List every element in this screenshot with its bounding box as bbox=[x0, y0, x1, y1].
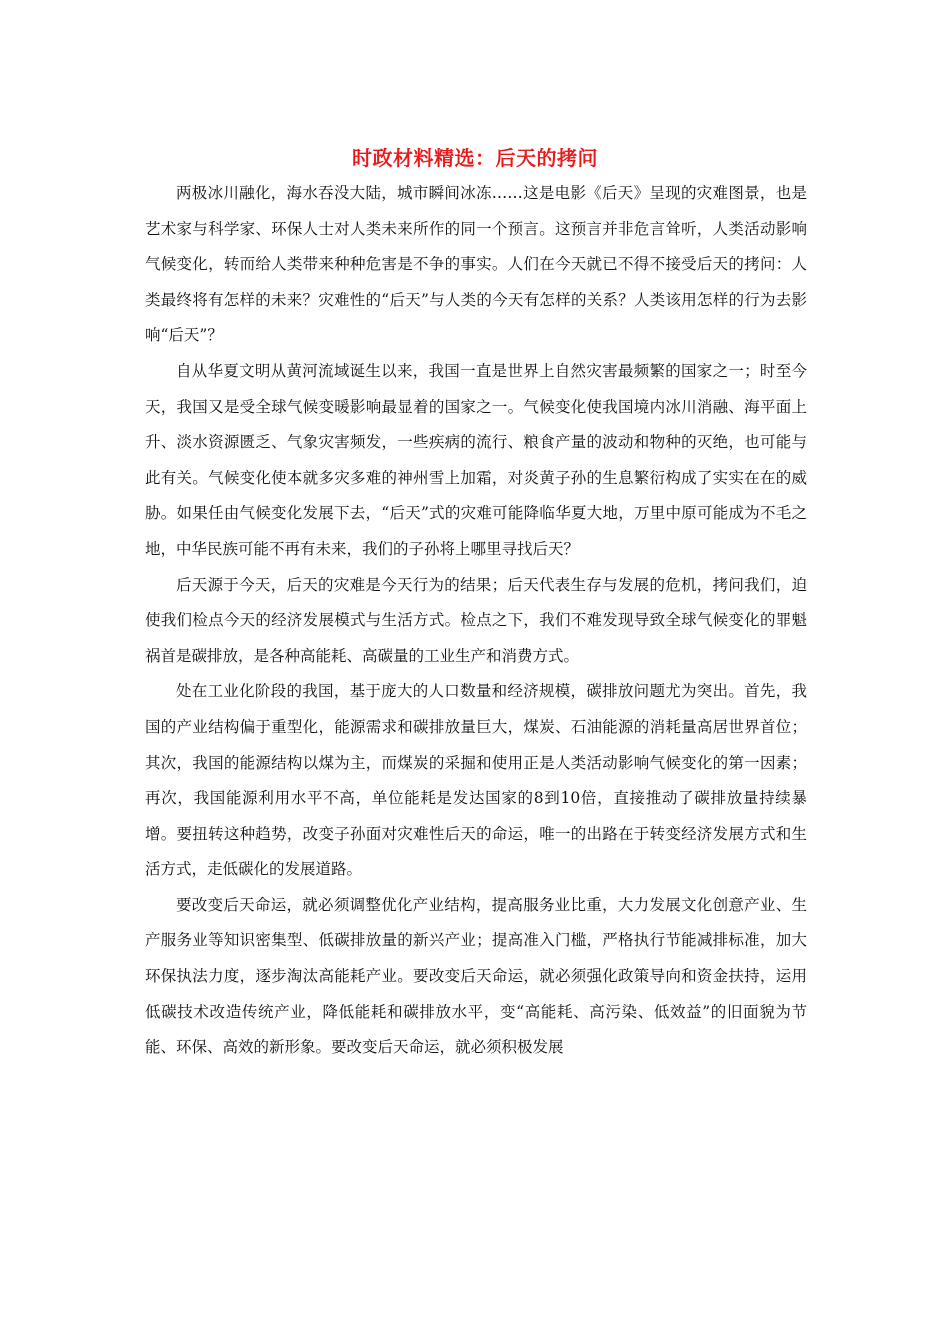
document-body bbox=[145, 176, 807, 1066]
document-title: 时政材料精选：后天的拷问 bbox=[352, 146, 598, 170]
paragraph-2: 自从华夏文明从黄河流域诞生以来，我国一直是世界上自然灾害最频繁的国家之一；时至今天，我国又是受全球气候变暖影响最显着的国家之一。气候变化使我国境内冰川消融、海平面上升、淡水资源匮乏、气象灾害频发，一些疾病的流行、粮食产量的波动和物种的灭绝，也可能与此有关。气候变化使本就多灾多难的神州雪上加霜，对炎黄子孙的生息繁衍构成了实实在在的威胁。如果任由气候变化发展下去，“后天”式的灾难可能降临华夏大地，万里中原可能成为不毛之地，中华民族可能不再有未来，我们的子孙将上哪里寻找后天？ bbox=[145, 361, 807, 558]
paragraph-1: 两极冰川融化，海水吞没大陆，城市瞬间冰冻……这是电影《后天》呈现的灾难图景，也是艺术家与科学家、环保人士对人类未来所作的同一个预言。这预言并非危言耸听，人类活动影响气候变化，转而给人类带来种种危害是不争的事实。人们在今天就已不得不接受后天的拷问：人类最终将有怎样的未来？灾难性的“后天”与人类的今天有怎样的关系？人类该用怎样的行为去影响“后天”？ bbox=[145, 184, 807, 345]
paragraph-4: 处在工业化阶段的我国，基于庞大的人口数量和经济规模，碳排放问题尤为突出。首先，我国的产业结构偏于重型化，能源需求和碳排放量巨大，煤炭、石油能源的消耗量高居世界首位；其次，我国的能源结构以煤为主，而煤炭的采掘和使用正是人类活动影响气候变化的第一因素；再次，我国能源利用水平不高，单位能耗是发达国家的8到10倍，直接推动了碳排放量持续暴增。要扭转这种趋势，改变子孙面对灾难性后天的命运，唯一的出路在于转变经济发展方式和生活方式，走低碳化的发展道路。 bbox=[145, 682, 807, 879]
paragraph-5: 要改变后天命运，就必须调整优化产业结构，提高服务业比重，大力发展文化创意产业、生产服务业等知识密集型、低碳排放量的新兴产业；提高准入门槛，严格执行节能减排标准，加大环保执法力度，逐步淘汰高能耗产业。要改变后天命运，就必须强化政策导向和资金扶持，运用低碳技术改造传统产业，降低能耗和碳排放水平，变“高能耗、高污染、低效益”的旧面貌为节能、环保、高效的新形象。要改变后天命运，就必须积极发展 bbox=[145, 895, 807, 1057]
paragraph-3: 后天源于今天，后天的灾难是今天行为的结果；后天代表生存与发展的危机，拷问我们，迫使我们检点今天的经济发展模式与生活方式。检点之下，我们不难发现导致全球气候变化的罪魁祸首是碳排放，是各种高能耗、高碳量的工业生产和消费方式。 bbox=[145, 575, 807, 665]
